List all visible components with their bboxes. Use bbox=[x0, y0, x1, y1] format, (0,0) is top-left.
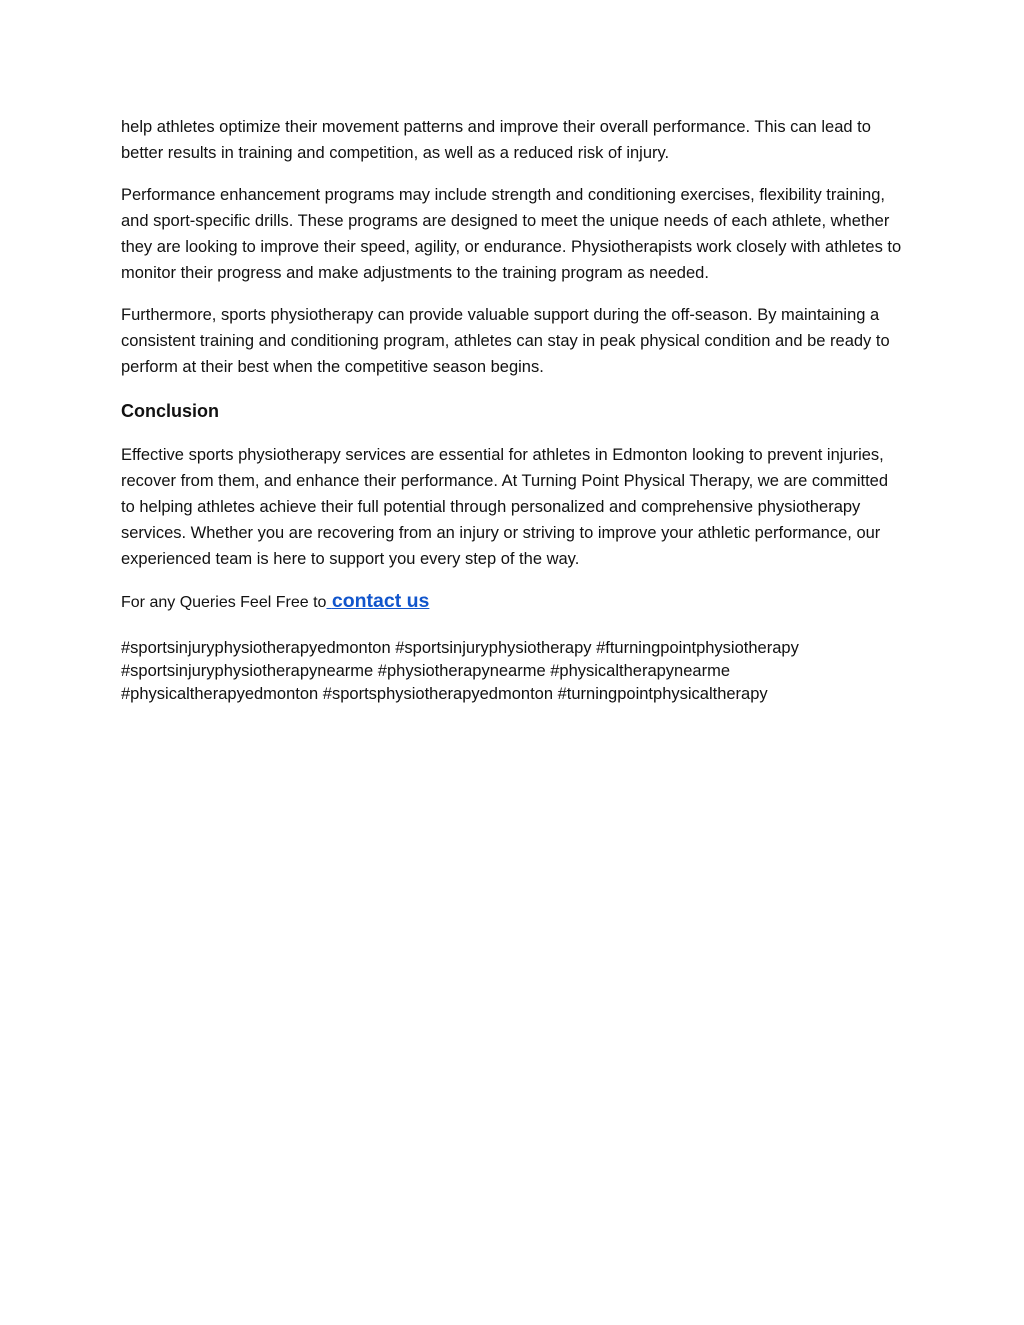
queries-prefix-text: For any Queries Feel Free to bbox=[121, 594, 327, 611]
paragraph-performance-benefits: help athletes optimize their movement patterns and improve their overall performance. This can lead to better results in training and competition, as well as a reduced risk of injury. bbox=[121, 118, 871, 162]
conclusion-heading: Conclusion bbox=[121, 401, 219, 421]
hashtags-line-1: #sportsinjuryphysiotherapyedmonton #sportsinjuryphysiotherapy #fturningpointphysiotherapy bbox=[121, 639, 799, 657]
paragraph-conclusion: Effective sports physiotherapy services are essential for athletes in Edmonton looking to prevent injuries, recover from them, and enhance their performance. At Turning Point Physical Therapy, we are committed to helping athletes achieve their full potential through personalized and comprehensive physiotherapy services. Whether you are recovering from an injury or striving to improve your athletic performance, our experienced team is here to support you every step of the way. bbox=[121, 446, 889, 568]
contact-us-link-label: contact us bbox=[331, 590, 430, 612]
paragraph-off-season-support: Furthermore, sports physiotherapy can provide valuable support during the off-season. By maintaining a consistent training and conditioning program, athletes can stay in peak physical condition and be ready to perform at their best when the competitive season begins. bbox=[121, 306, 890, 376]
hashtags-line-2: #sportsinjuryphysiotherapynearme #physiotherapynearme #physicaltherapynearme bbox=[121, 662, 731, 680]
paragraph-enhancement-programs: Performance enhancement programs may include strength and conditioning exercises, flexibility training, and sport-specific drills. These programs are designed to meet the unique needs of each athlete, whether they are looking to improve their speed, agility, or endurance. Physiotherapists work closely with athletes to monitor their progress and make adjustments to the training program as needed. bbox=[121, 186, 902, 282]
hashtags-block bbox=[121, 637, 902, 706]
contact-us-link[interactable] bbox=[326, 590, 429, 612]
queries-line bbox=[121, 588, 902, 616]
hashtags-line-3: #physicaltherapyedmonton #sportsphysiotherapyedmonton #turningpointphysicaltherapy bbox=[121, 685, 768, 703]
